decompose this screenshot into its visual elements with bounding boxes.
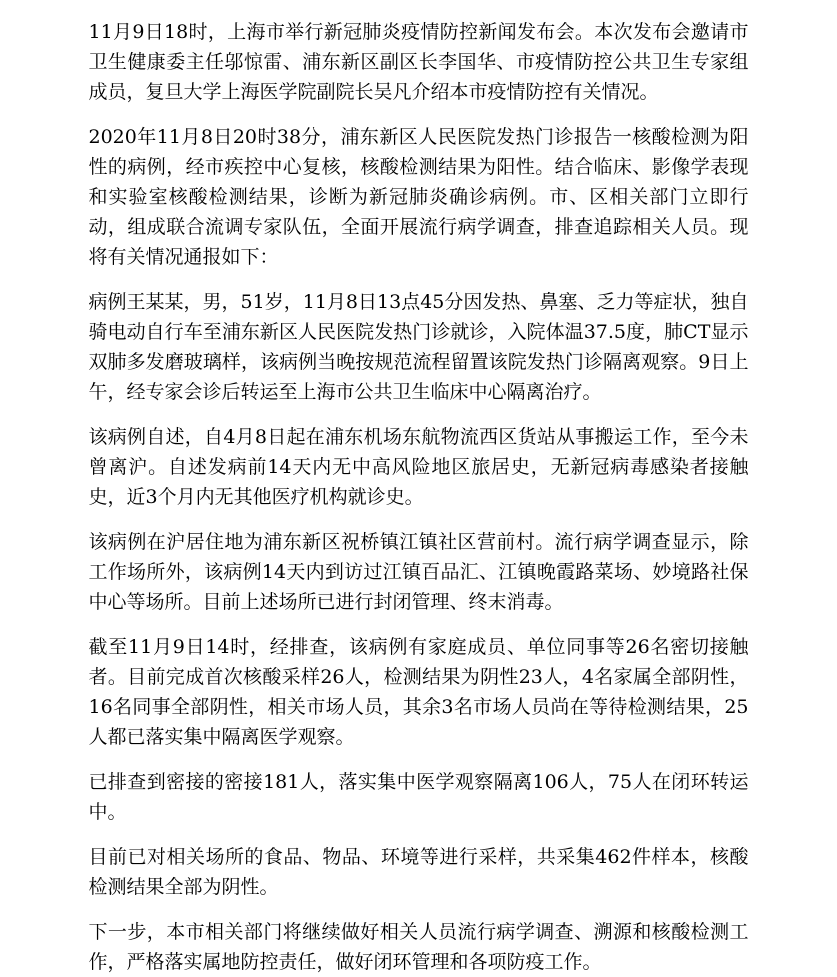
paragraph-sampling: 目前已对相关场所的食品、物品、环境等进行采样，共采集462件样本，核酸检测结果全部为阴性。 — [88, 846, 749, 898]
paragraph-case-detail: 病例王某某，男，51岁，11月8日13点45分因发热、鼻塞、乏力等症状，独自骑电动自行车至浦东新区人民医院发热门诊就诊，入院体温37.5度，肺CT显示双肺多发磨玻璃样，该病例当晚按规范流程留置该院发热门诊隔离观察。9日上午，经专家会诊后转运至上海市公共卫生临床中心隔离治疗。 — [88, 291, 749, 403]
paragraph-case-report: 2020年11月8日20时38分，浦东新区人民医院发热门诊报告一核酸检测为阳性的病例，经市疾控中心复核，核酸检测结果为阳性。结合临床、影像学表现和实验室核酸检测结果，诊断为新冠肺炎确诊病例。市、区相关部门立即行动，组成联合流调专家队伍，全面开展流行病学调查，排查追踪相关人员。现将有关情况通报如下： — [88, 126, 749, 268]
paragraph-next-steps: 下一步，本市相关部门将继续做好相关人员流行病学调查、溯源和核酸检测工作，严格落实属地防控责任，做好闭环管理和各项防疫工作。 — [88, 921, 749, 973]
paragraph-intro: 11月9日18时，上海市举行新冠肺炎疫情防控新闻发布会。本次发布会邀请市卫生健康委主任邬惊雷、浦东新区副区长李国华、市疫情防控公共卫生专家组成员，复旦大学上海医学院副院长吴凡介绍本市疫情防控有关情况。 — [88, 21, 749, 103]
paragraph-close-contacts: 截至11月9日14时，经排查，该病例有家庭成员、单位同事等26名密切接触者。目前完成首次核酸采样26人，检测结果为阴性23人，4名家属全部阴性，16名同事全部阴性，相关市场人员，其余3名市场人员尚在等待检测结果，25人都已落实集中隔离医学观察。 — [88, 636, 749, 748]
paragraph-case-history: 该病例自述，自4月8日起在浦东机场东航物流西区货站从事搬运工作，至今未曾离沪。自述发病前14天内无中高风险地区旅居史，无新冠病毒感染者接触史，近3个月内无其他医疗机构就诊史。 — [88, 426, 749, 508]
paragraph-residence: 该病例在沪居住地为浦东新区祝桥镇江镇社区营前村。流行病学调查显示，除工作场所外，该病例14天内到访过江镇百品汇、江镇晚霞路菜场、妙境路社保中心等场所。目前上述场所已进行封闭管理、终末消毒。 — [88, 531, 749, 613]
paragraph-secondary-contacts: 已排查到密接的密接181人，落实集中医学观察隔离106人，75人在闭环转运中。 — [88, 771, 749, 823]
document-body — [89, 0, 749, 977]
